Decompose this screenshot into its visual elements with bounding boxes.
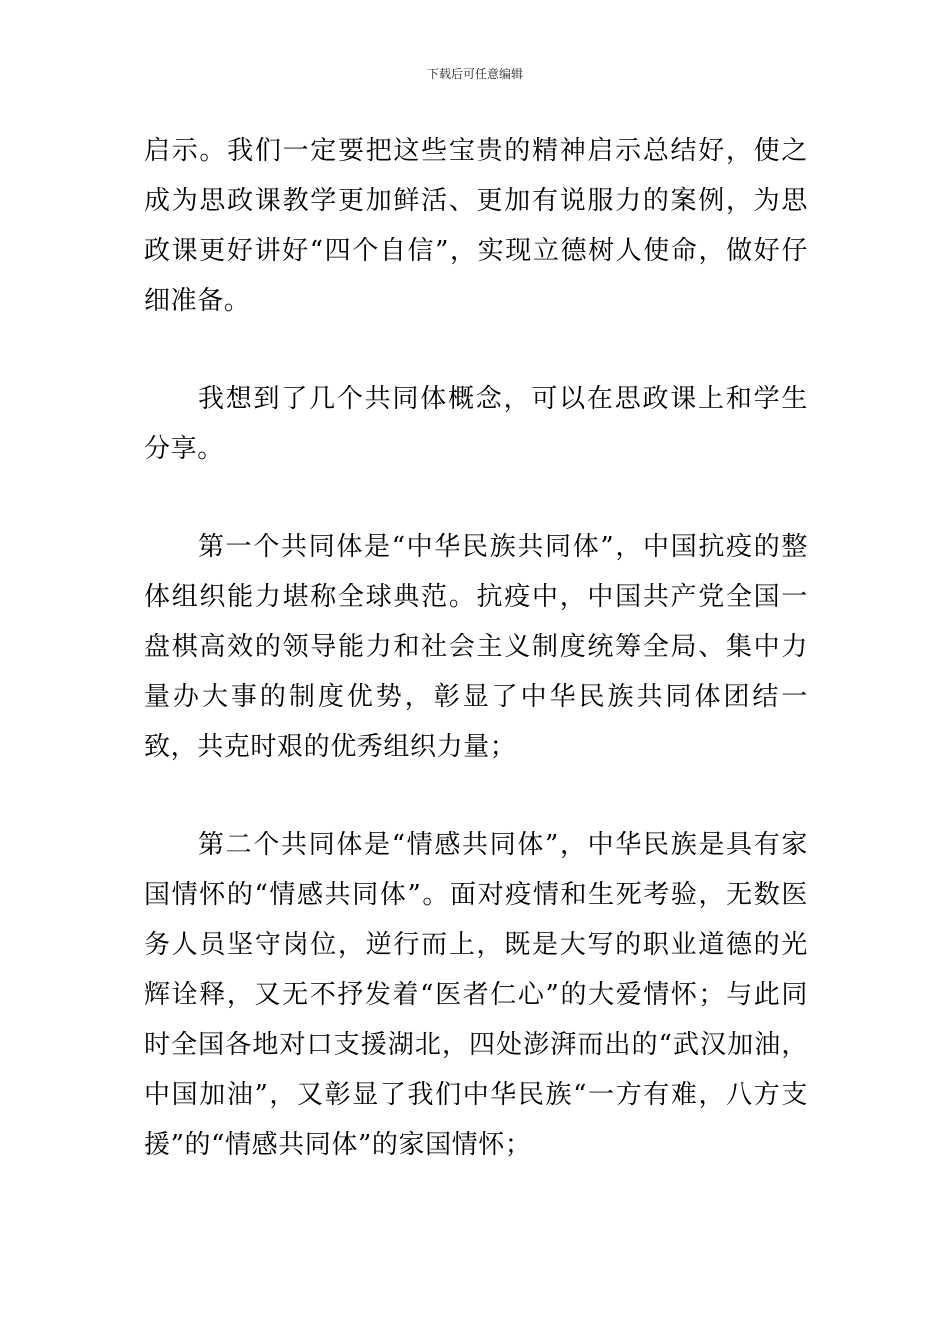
paragraph-intro: 我想到了几个共同体概念，可以在思政课上和学生分享。	[144, 384, 808, 464]
header-note: 下载后可任意编辑	[426, 67, 523, 81]
paragraph-gap	[144, 474, 808, 522]
paragraph-first-community: 第一个共同体是“中华民族共同体”，中国抗疫的整体组织能力堪称全球典范。抗疫中，中国共产党全国一盘棋高效的领导能力和社会主义制度统筹全局、集中力量办大事的制度优势，彰显了中华民族共同体团结一致，共克时艰的优秀组织力量；	[144, 532, 808, 762]
paragraph-second-community: 第二个共同体是“情感共同体”，中华民族是具有家国情怀的“情感共同体”。面对疫情和生死考验，无数医务人员坚守岗位，逆行而上，既是大写的职业道德的光辉诠释，又无不抒发着“医者仁心”的大爱情怀；与此同时全国各地对口支援湖北，四处澎湃而出的“武汉加油，中国加油”，又彰显了我们中华民族“一方有难，八方支援”的“情感共同体”的家国情怀；	[144, 830, 808, 1160]
paragraph-gap	[144, 772, 808, 820]
document-body	[144, 126, 808, 1170]
paragraph-gap	[144, 326, 808, 374]
paragraph-continuation: 启示。我们一定要把这些宝贵的精神启示总结好，使之成为思政课教学更加鲜活、更加有说服力的案例，为思政课更好讲好“四个自信”，实现立德树人使命，做好仔细准备。	[144, 136, 808, 316]
